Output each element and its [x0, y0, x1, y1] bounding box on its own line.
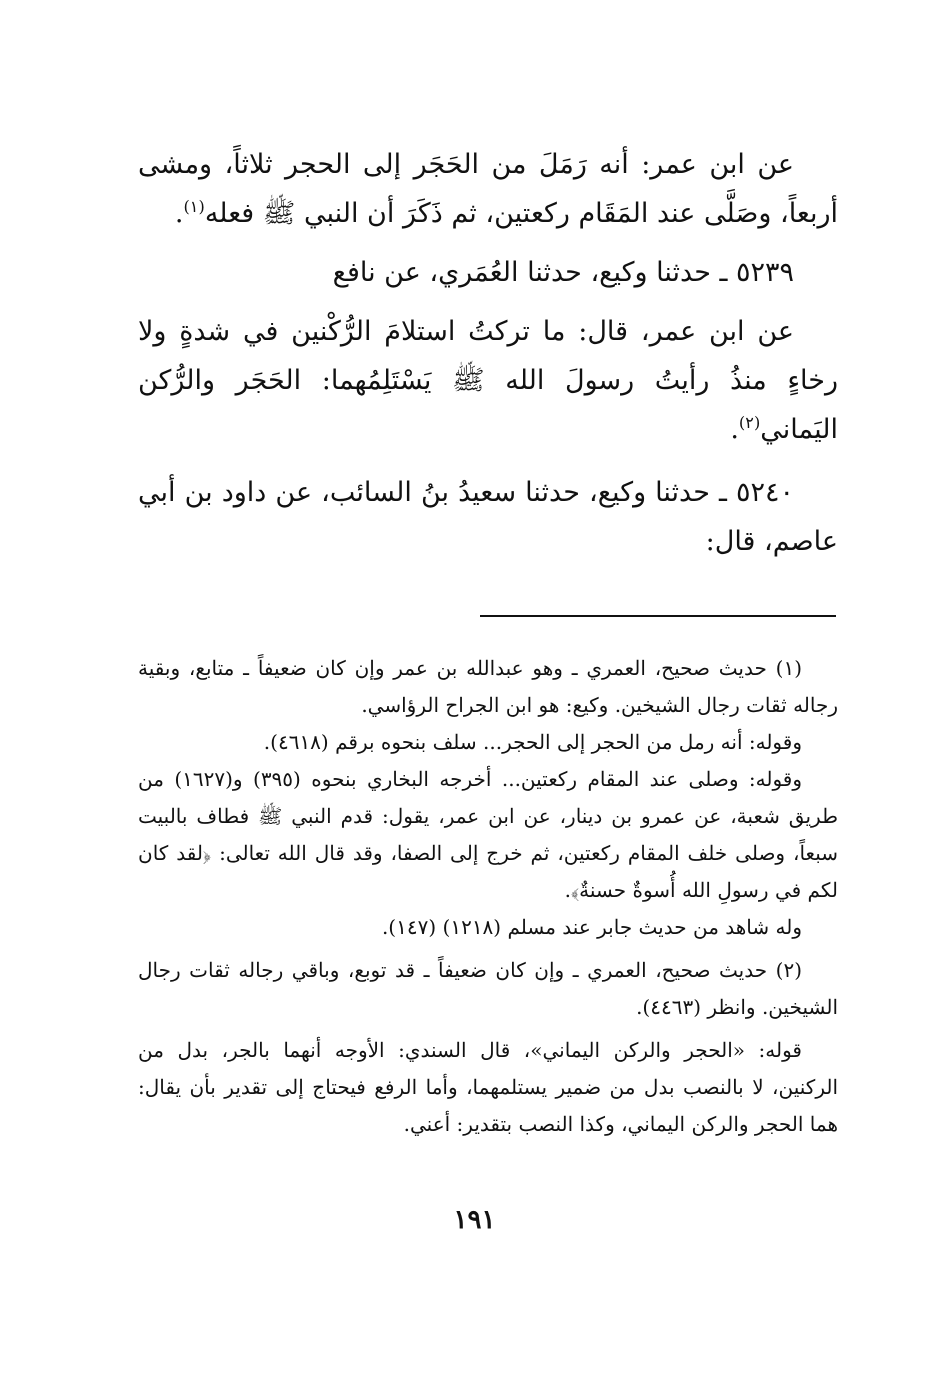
hadith-5240-head: ٥٢٤٠ ـ حدثنا وكيع، حدثنا سعيدُ بنُ السائب، عن داود بن أبي عاصم، قال: [138, 477, 838, 557]
hadith-5239-head: ٥٢٣٩ ـ حدثنا وكيع، حدثنا العُمَري، عن نافع [332, 257, 794, 288]
hadith-5238-line1: عن ابن عمر: أنه رَمَلَ من الحَجَر إلى الحجر ثلاثاً، ومشى [138, 149, 794, 180]
footnote-1-para-1: (١) حديث صحيح، العمري ـ وهو عبدالله بن عمر وإن كان ضعيفاً ـ متابع، وبقية رجاله ثقات رجال الشيخين. وكيع: هو ابن الجراح الرؤاسي. [138, 656, 838, 717]
footnote-ref-2: (٢) [738, 413, 761, 432]
hadith-5239-end: . [730, 414, 739, 445]
hadith-5238-end: . [174, 198, 184, 229]
hadith-5238-line2: أربعاً، وصَلَّى عند المَقَام ركعتين، ثم ذَكَرَ أن النبي ﷺ فعله [204, 198, 838, 229]
footnote-2-para-1: (٢) حديث صحيح، العمري ـ وإن كان ضعيفاً ـ قد توبع، وباقي رجاله ثقات رجال الشيخين. وانظر (٤٤٦٣). [138, 958, 838, 1019]
footnote-1-para-2: وقوله: أنه رمل من الحجر إلى الحجر... سلف بنحوه برقم (٤٦١٨). [263, 730, 802, 754]
footnote-1-para-3: وقوله: وصلى عند المقام ركعتين... أخرجه البخاري بنحوه (٣٩٥) و(١٦٢٧) من طريق شعبة، عن عمرو بن دينار، عن ابن عمر، يقول: قدم النبي ﷺ فطاف بالبيت سبعاً، وصلى خلف المقام ركعتين، ثم خرج إلى الصفا، وقد قال الله تعالى: ﴿لقد كان لكم في رسولِ الله أُسوةٌ حسنةٌ﴾. [138, 767, 838, 902]
hadith-5239-text [138, 307, 838, 454]
footnote-2-para-2: قوله: «الحجر والركن اليماني»، قال السندي: الأوجه أنهما بالجر، بدل من الركنين، لا بالنصب بدل من ضمير يستلمهما، وأما الرفع فيحتاج إلى تقدير بأن يقال: هما الحجر والركن اليماني، وكذا النصب بتقدير: أعني. [138, 1038, 838, 1136]
main-text [138, 140, 838, 566]
footnote-separator [480, 615, 836, 617]
hadith-5239-body: عن ابن عمر، قال: ما تركتُ استلامَ الرُّكْنين في شدةٍ ولا رخاءٍ منذُ رأيتُ رسولَ الله ﷺ يَسْتَلِمُهما: الحَجَر والرُّكن اليَماني [138, 316, 838, 445]
footnote-1-para-4: وله شاهد من حديث جابر عند مسلم (١٢١٨) (١٤٧). [381, 915, 802, 939]
page-number: ١٩١ [453, 1205, 496, 1235]
hadith-5238-text [138, 140, 838, 238]
footnote-ref-1: (١) [183, 197, 205, 216]
footnotes [138, 650, 838, 1143]
